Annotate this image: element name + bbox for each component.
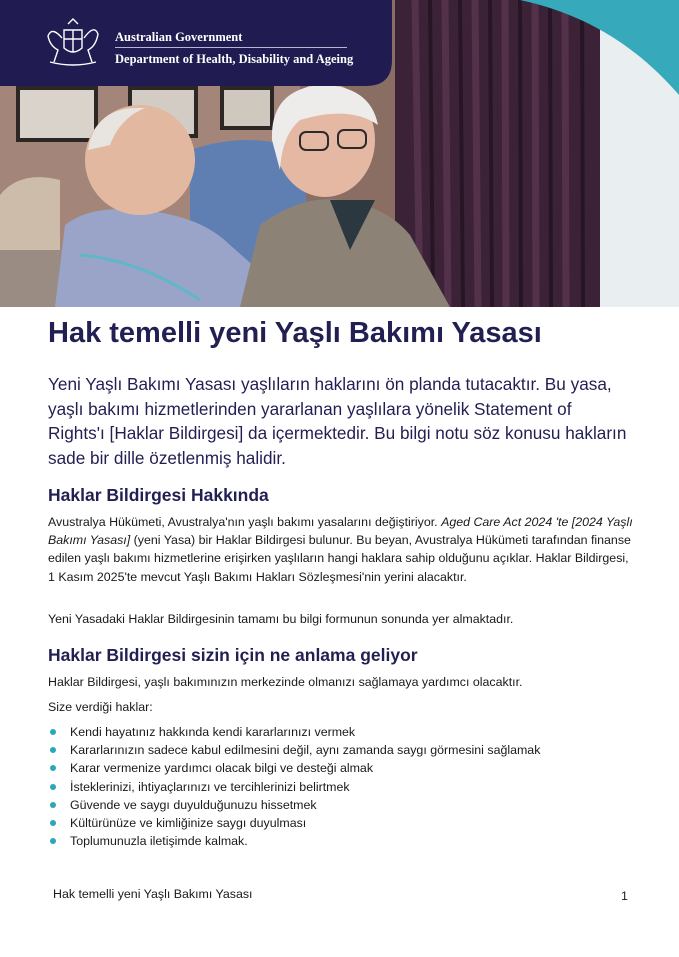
act-name-italic: Aged Care Act 2024 'te [2024 Yaşlı Bakımı Yasası]: [48, 515, 633, 548]
banner-divider: [115, 47, 347, 48]
list-item: [48, 741, 638, 759]
page-title: Hak temelli yeni Yaşlı Bakımı Yasası: [48, 317, 542, 349]
bullet-icon: [50, 784, 56, 790]
list-item-text: Güvende ve saygı duyulduğunuzu hissetmek: [70, 797, 317, 812]
intro-paragraph: Yeni Yaşlı Bakımı Yasası yaşlıların haklarını ön planda tutacaktır. Bu yasa, yaşlı bakımı hizmetlerinden yararlanan yaşlılara yönelik Statement of Rights'ı [Haklar Bildirgesi] da içermektedir. Bu bilgi notu söz konusu hakların sade bir dille özetlenmiş halidir.: [48, 374, 627, 468]
full-statement-note: Yeni Yasadaki Haklar Bildirgesinin tamamı bu bilgi formunun sonunda yer almaktadır.: [48, 612, 514, 626]
bullet-icon: [50, 802, 56, 808]
about-paragraph: [48, 513, 638, 586]
about-text-part2: (yeni Yasa) bir Haklar Bildirgesi bulunur. Bu beyan, Avustralya Hükümeti tarafından finanse edilen yaşlı bakımı hizmetlerine erişirken yaşlıların hangi haklara sahip olduğunu açıklar. Haklar Bildirgesi, 1 Kasım 2025'te mevcut Yaşlı Bakımı Hakları Sözleşmesi'nin yerini alacaktır.: [48, 533, 631, 584]
bullet-icon: [50, 729, 56, 735]
list-item-text: Kültürünüze ve kimliğinize saygı duyulması: [70, 816, 307, 831]
government-name: Australian Government: [115, 30, 243, 44]
rights-intro: Size verdiği haklar:: [48, 700, 153, 714]
bullet-icon: [50, 838, 56, 844]
about-text-part1: Avustralya Hükümeti, Avustralya'nın yaşlı bakımı yasalarını değiştiriyor.: [48, 515, 442, 529]
government-banner: [0, 0, 392, 86]
list-item: [48, 796, 638, 814]
list-item: [48, 723, 638, 741]
list-item-text: Kararlarınızın sadece kabul edilmesini değil, aynı zamanda saygı görmesini sağlamak: [70, 743, 541, 758]
list-item-text: Karar vermenize yardımcı olacak bilgi ve desteği almak: [70, 761, 374, 776]
bullet-icon: [50, 765, 56, 771]
list-item: [48, 759, 638, 777]
section-heading-meaning: Haklar Bildirgesi sizin için ne anlama geliyor: [48, 645, 418, 665]
section-heading-about: Haklar Bildirgesi Hakkında: [48, 485, 269, 505]
list-item: [48, 832, 638, 850]
list-item-text: Kendi hayatınız hakkında kendi kararlarınızı vermek: [70, 725, 356, 739]
bullet-icon: [50, 747, 56, 753]
list-item-text: İsteklerinizi, ihtiyaçlarınızı ve tercihlerinizi belirtmek: [70, 779, 350, 794]
coat-of-arms-icon: [40, 16, 106, 68]
bullet-icon: [50, 820, 56, 826]
department-name: Department of Health, Disability and Ageing: [115, 52, 354, 66]
list-item: [48, 814, 638, 832]
footer-document-title: Hak temelli yeni Yaşlı Bakımı Yasası: [53, 887, 253, 901]
meaning-paragraph: Haklar Bildirgesi, yaşlı bakımınızın merkezinde olmanızı sağlamaya yardımcı olacaktır.: [48, 675, 523, 689]
rights-list: [48, 723, 638, 850]
list-item: [48, 778, 638, 796]
list-item-text: Toplumunuzla iletişimde kalmak.: [70, 834, 248, 849]
page-number: 1: [621, 889, 628, 903]
